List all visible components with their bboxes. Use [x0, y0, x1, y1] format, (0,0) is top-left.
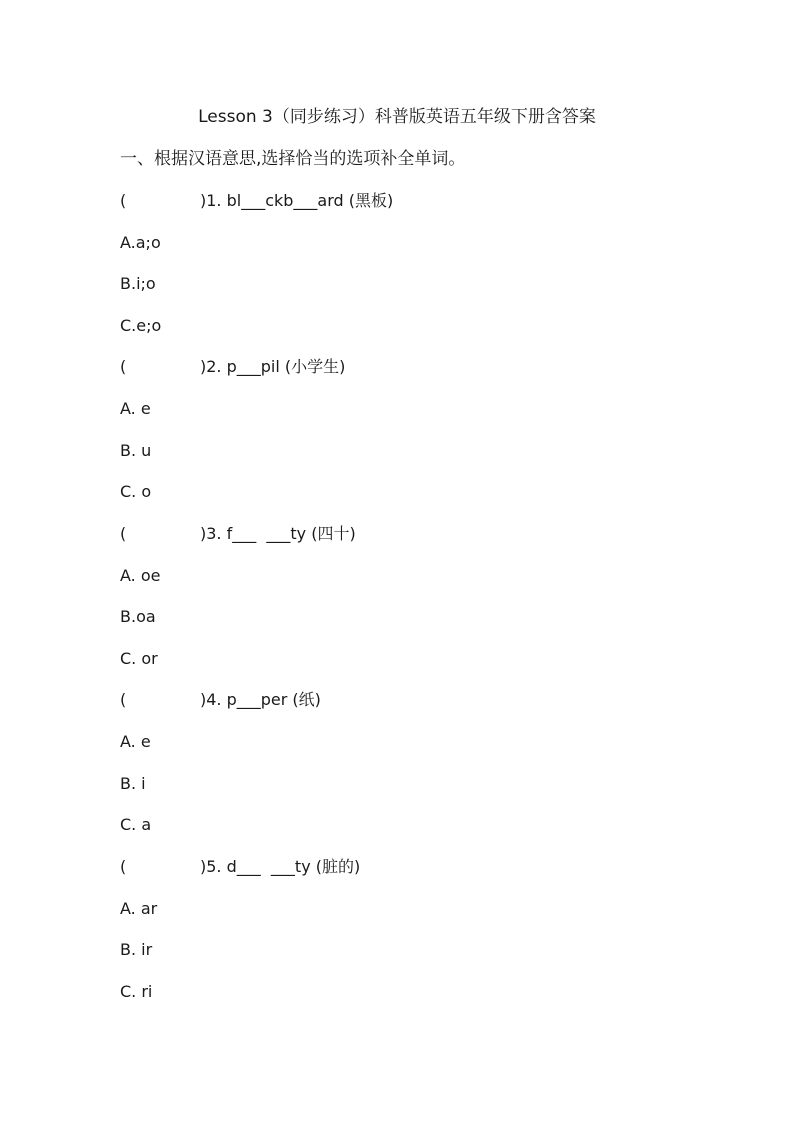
option-4c: C. a	[120, 815, 152, 834]
answer-blank-4: (	[120, 690, 127, 709]
page-title: Lesson 3（同步练习）科普版英语五年级下册含答案	[198, 107, 596, 127]
option-3b: B.oa	[120, 607, 156, 626]
option-5c: C. ri	[120, 982, 153, 1001]
option-5a: A. ar	[120, 899, 158, 918]
option-2a: A. e	[120, 399, 151, 418]
section-heading: 一、根据汉语意思,选择恰当的选项补全单词。	[120, 149, 466, 169]
option-3c: C. or	[120, 649, 158, 668]
option-4b: B. i	[120, 774, 146, 793]
question-1	[120, 190, 393, 212]
question-2-text: )2. p___pil (小学生)	[200, 357, 346, 376]
answer-blank-1: (	[120, 191, 127, 210]
option-5b: B. ir	[120, 940, 153, 959]
question-2	[120, 356, 345, 378]
question-4-text: )4. p___per (纸)	[200, 690, 321, 709]
question-3	[120, 523, 356, 545]
question-1-text: )1. bl___ckb___ard (黑板)	[200, 191, 394, 210]
answer-blank-3: (	[120, 524, 127, 543]
answer-blank-5: (	[120, 857, 127, 876]
option-3a: A. oe	[120, 566, 161, 585]
option-2b: B. u	[120, 441, 152, 460]
option-1c: C.e;o	[120, 316, 162, 335]
option-4a: A. e	[120, 732, 151, 751]
question-4	[120, 689, 321, 711]
option-1b: B.i;o	[120, 274, 156, 293]
question-3-text: )3. f___ ___ty (四十)	[200, 524, 356, 543]
question-5-text: )5. d___ ___ty (脏的)	[200, 857, 361, 876]
option-2c: C. o	[120, 482, 152, 501]
question-5	[120, 856, 360, 878]
option-1a: A.a;o	[120, 233, 161, 252]
answer-blank-2: (	[120, 357, 127, 376]
